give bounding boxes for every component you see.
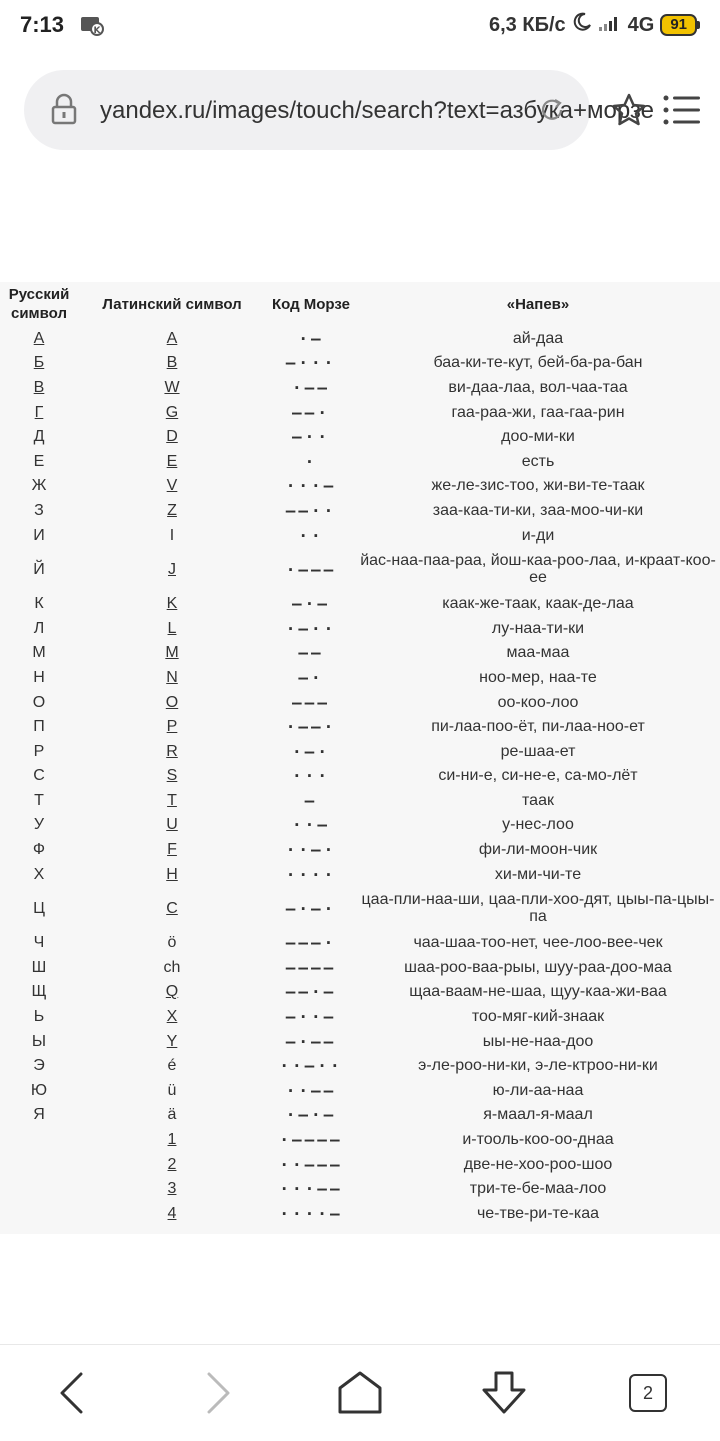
- table-row: [0, 326, 720, 351]
- latin-symbol: K: [166, 595, 178, 613]
- table-row: [0, 1004, 720, 1029]
- cell-latin: [78, 739, 266, 764]
- table-row: [0, 739, 720, 764]
- cell-song: пи-лаа-поо-ёт, пи-лаа-ноо-ет: [431, 718, 645, 736]
- cell-song: оо-коо-лоо: [497, 693, 579, 711]
- cell-morse: –·––: [285, 1031, 337, 1051]
- moon-icon: [572, 12, 592, 38]
- table-row: [0, 424, 720, 449]
- cell-russian: [0, 616, 78, 641]
- morse-table: [0, 282, 720, 1226]
- cell-song: и-тооль-коо-оо-днаа: [462, 1131, 614, 1149]
- status-bar: [0, 0, 720, 52]
- cell-latin: [78, 616, 266, 641]
- cell-morse: ––––: [285, 957, 337, 977]
- cell-song: ай-даа: [512, 329, 564, 347]
- russian-symbol: Л: [33, 619, 45, 637]
- latin-symbol: C: [166, 899, 178, 917]
- table-row: [0, 1176, 720, 1201]
- cell-morse: –·–: [292, 594, 330, 614]
- cell-morse: ·––––: [279, 1130, 343, 1150]
- cell-latin: [78, 1004, 266, 1029]
- lock-icon[interactable]: [50, 93, 78, 130]
- table-row: [0, 591, 720, 616]
- cell-song: ю-ли-аа-наа: [492, 1081, 584, 1099]
- cell-morse: ––: [298, 643, 324, 663]
- menu-icon[interactable]: [663, 95, 701, 130]
- table-row: [0, 980, 720, 1005]
- russian-symbol: Р: [33, 742, 45, 760]
- cell-song: две-не-хоо-роо-шоо: [463, 1155, 613, 1173]
- cell-morse: ·––·: [285, 717, 337, 737]
- cell-russian: [0, 980, 78, 1005]
- svg-text:K: K: [93, 26, 101, 36]
- cell-morse: –··: [292, 427, 330, 447]
- cell-latin: [78, 1127, 266, 1152]
- status-time: 7:13: [20, 12, 65, 37]
- cell-russian: [0, 547, 78, 591]
- russian-symbol: Ч: [33, 934, 45, 952]
- cell-russian: [0, 375, 78, 400]
- cell-russian: [0, 837, 78, 862]
- home-icon[interactable]: [332, 1367, 388, 1419]
- cell-morse: ··–: [292, 815, 330, 835]
- russian-symbol: К: [34, 595, 44, 613]
- cell-song: йас-наа-паа-раа, йош-каа-роо-лаа, и-краат-коо-ее: [360, 552, 716, 587]
- cell-russian: [0, 523, 78, 548]
- russian-symbol: Х: [33, 865, 45, 883]
- cell-latin: [78, 837, 266, 862]
- latin-symbol: O: [165, 693, 179, 711]
- cell-song: таак: [522, 791, 554, 809]
- latin-symbol: M: [165, 644, 179, 662]
- cell-russian: [0, 449, 78, 474]
- russian-symbol: П: [33, 718, 45, 736]
- cell-morse: ·–·–: [285, 1105, 337, 1125]
- table-row: [0, 547, 720, 591]
- cell-russian: [0, 1029, 78, 1054]
- cell-latin: [78, 1103, 266, 1128]
- cell-song: фи-ли-моон-чик: [478, 841, 598, 859]
- cell-russian: [0, 1176, 78, 1201]
- cell-latin: [78, 1152, 266, 1177]
- cell-latin: [78, 424, 266, 449]
- cell-song: си-ни-е, си-не-е, са-мо-лёт: [438, 767, 638, 785]
- cell-song: щаа-ваам-не-шаа, щуу-каа-жи-ваа: [409, 983, 667, 1001]
- cell-song: маа-маа: [506, 644, 570, 662]
- network-speed: 6,3 КБ/с: [489, 13, 566, 36]
- cell-morse: ·–: [298, 328, 324, 348]
- table-row: [0, 837, 720, 862]
- cell-song: ноо-мер, наа-те: [479, 668, 597, 686]
- forward-icon[interactable]: [190, 1367, 246, 1419]
- latin-symbol: Q: [165, 983, 179, 1001]
- table-row: [0, 1029, 720, 1054]
- russian-symbol: Г: [34, 403, 44, 421]
- reload-icon[interactable]: [538, 96, 566, 129]
- cell-russian: [0, 326, 78, 351]
- russian-symbol: 4: [167, 1204, 177, 1222]
- latin-symbol: I: [169, 526, 175, 544]
- cell-song: шаа-роо-ваа-рыы, шуу-раа-доо-маа: [404, 958, 672, 976]
- latin-symbol: S: [166, 767, 178, 785]
- cell-latin: [78, 930, 266, 955]
- cell-morse: ––··: [285, 500, 337, 520]
- cell-song: есть: [521, 452, 555, 470]
- cell-song: баа-ки-те-кут, бей-ба-ра-бан: [433, 354, 643, 372]
- cell-morse: –––·: [285, 933, 337, 953]
- cell-russian: [0, 739, 78, 764]
- table-row: [0, 955, 720, 980]
- cell-latin: [78, 351, 266, 376]
- back-icon[interactable]: [44, 1367, 100, 1419]
- cell-russian: [0, 351, 78, 376]
- morse-table-image[interactable]: [0, 282, 720, 1234]
- cell-latin: [78, 788, 266, 813]
- latin-symbol: E: [166, 452, 178, 470]
- cell-morse: ·–––: [285, 559, 337, 579]
- download-icon[interactable]: [476, 1367, 532, 1419]
- cell-russian: [0, 955, 78, 980]
- table-row: [0, 690, 720, 715]
- table-row: [0, 400, 720, 425]
- cell-latin: [78, 375, 266, 400]
- battery-level: 91: [660, 14, 697, 36]
- latin-symbol: D: [166, 428, 178, 446]
- cell-song: лу-наа-ти-ки: [491, 619, 585, 637]
- tabs-button[interactable]: [620, 1367, 676, 1419]
- russian-symbol: Ы: [31, 1032, 47, 1050]
- table-row: [0, 351, 720, 376]
- latin-symbol: ü: [167, 1081, 177, 1099]
- cell-russian: [0, 930, 78, 955]
- russian-symbol: В: [33, 378, 45, 396]
- cell-russian: [0, 788, 78, 813]
- cell-russian: [0, 1078, 78, 1103]
- cell-morse: ···–: [285, 476, 337, 496]
- table-row: [0, 813, 720, 838]
- latin-symbol: N: [166, 668, 178, 686]
- table-row: [0, 665, 720, 690]
- latin-symbol: ä: [167, 1106, 177, 1124]
- cell-russian: [0, 665, 78, 690]
- cell-song: заа-каа-ти-ки, заа-моо-чи-ки: [432, 501, 644, 519]
- russian-symbol: М: [32, 644, 46, 662]
- cell-russian: [0, 690, 78, 715]
- table-row: [0, 498, 720, 523]
- signal-icon: [598, 13, 622, 37]
- russian-symbol: Й: [33, 560, 45, 578]
- cell-latin: [78, 449, 266, 474]
- cell-morse: ····–: [279, 1203, 343, 1223]
- cell-morse: ––·: [292, 402, 330, 422]
- cell-song: же-ле-зис-тоо, жи-ви-те-таак: [431, 477, 645, 495]
- table-row: [0, 1078, 720, 1103]
- cell-song: я-маал-я-маал: [483, 1106, 593, 1124]
- cell-russian: [0, 764, 78, 789]
- table-row: [0, 886, 720, 930]
- cell-latin: [78, 474, 266, 499]
- cell-latin: [78, 690, 266, 715]
- cell-russian: [0, 813, 78, 838]
- cell-song: доо-ми-ки: [501, 428, 575, 446]
- russian-symbol: Н: [33, 668, 45, 686]
- cell-morse: –·–·: [285, 898, 337, 918]
- cell-russian: [0, 1053, 78, 1078]
- cell-morse: ·: [304, 451, 318, 471]
- russian-symbol: 1: [167, 1131, 177, 1149]
- bottom-nav: [0, 1344, 720, 1441]
- url-text[interactable]: yandex.ru/images/touch/search?text=азбука+морзе: [100, 97, 654, 124]
- russian-symbol: Э: [33, 1057, 45, 1075]
- russian-symbol: 2: [167, 1155, 177, 1173]
- cell-latin: [78, 1078, 266, 1103]
- cell-morse: ···––: [279, 1179, 343, 1199]
- latin-symbol: V: [166, 477, 178, 495]
- table-header: [0, 282, 720, 326]
- russian-symbol: Б: [33, 354, 45, 372]
- cell-morse: ·–·: [292, 741, 330, 761]
- table-row: [0, 641, 720, 666]
- cell-latin: [78, 1029, 266, 1054]
- russian-symbol: Ц: [33, 899, 45, 917]
- cell-morse: –––: [292, 692, 330, 712]
- table-row: [0, 1201, 720, 1226]
- russian-symbol: Е: [33, 452, 45, 470]
- table-row: [0, 474, 720, 499]
- address-bar[interactable]: [24, 70, 654, 150]
- latin-symbol: T: [167, 791, 177, 809]
- cell-morse: –: [304, 790, 318, 810]
- table-row: [0, 523, 720, 548]
- cell-latin: [78, 547, 266, 591]
- cell-song: и-ди: [521, 526, 555, 544]
- russian-symbol: З: [34, 501, 44, 519]
- cell-latin: [78, 1201, 266, 1226]
- table-row: [0, 714, 720, 739]
- header-morse: Код Морзе: [271, 295, 351, 313]
- cell-russian: [0, 1103, 78, 1128]
- tabs-count: 2: [629, 1374, 667, 1412]
- cell-song: у-нес-лоо: [502, 816, 574, 834]
- notification-icon: [80, 14, 104, 41]
- latin-symbol: é: [167, 1057, 177, 1075]
- cell-latin: [78, 714, 266, 739]
- cell-russian: [0, 641, 78, 666]
- table-row: [0, 764, 720, 789]
- latin-symbol: ch: [163, 958, 181, 976]
- cell-russian: [0, 400, 78, 425]
- cell-morse: –·: [298, 667, 324, 687]
- table-row: [0, 375, 720, 400]
- table-row: [0, 1103, 720, 1128]
- latin-symbol: G: [165, 403, 179, 421]
- cell-russian: [0, 424, 78, 449]
- cell-morse: ·––: [292, 377, 330, 397]
- header-song: «Напев»: [506, 295, 570, 313]
- cell-latin: [78, 813, 266, 838]
- cell-russian: [0, 591, 78, 616]
- cell-latin: [78, 1176, 266, 1201]
- cell-morse: ····: [285, 864, 337, 884]
- cell-latin: [78, 591, 266, 616]
- cell-russian: [0, 886, 78, 930]
- cell-russian: [0, 474, 78, 499]
- cell-russian: [0, 714, 78, 739]
- cell-russian: [0, 862, 78, 887]
- cell-latin: [78, 862, 266, 887]
- latin-symbol: L: [167, 619, 177, 637]
- cell-latin: [78, 326, 266, 351]
- latin-symbol: A: [166, 329, 178, 347]
- cell-latin: [78, 886, 266, 930]
- cell-russian: [0, 1127, 78, 1152]
- cell-latin: [78, 665, 266, 690]
- russian-symbol: И: [33, 526, 45, 544]
- table-row: [0, 930, 720, 955]
- cell-latin: [78, 641, 266, 666]
- table-row: [0, 788, 720, 813]
- russian-symbol: О: [32, 693, 46, 711]
- cell-latin: [78, 764, 266, 789]
- table-row: [0, 616, 720, 641]
- cell-song: хи-ми-чи-те: [494, 865, 582, 883]
- header-latin: Латинский символ: [102, 295, 242, 313]
- cell-latin: [78, 955, 266, 980]
- cell-russian: [0, 498, 78, 523]
- cell-latin: [78, 523, 266, 548]
- cell-song: че-тве-ри-те-каа: [476, 1204, 600, 1222]
- russian-symbol: С: [33, 767, 45, 785]
- cell-song: ыы-не-наа-доо: [482, 1032, 594, 1050]
- network-type: 4G: [627, 13, 655, 36]
- latin-symbol: Z: [167, 501, 177, 519]
- russian-symbol: Д: [33, 428, 45, 446]
- cell-morse: ·–··: [285, 618, 337, 638]
- cell-morse: ··–·: [285, 840, 337, 860]
- cell-morse: –···: [285, 353, 337, 373]
- cell-russian: [0, 1004, 78, 1029]
- cell-song: э-ле-роо-ни-ки, э-ле-ктроо-ни-ки: [418, 1057, 658, 1075]
- russian-symbol: Ж: [31, 477, 47, 495]
- cell-latin: [78, 1053, 266, 1078]
- russian-symbol: У: [33, 816, 45, 834]
- table-row: [0, 449, 720, 474]
- latin-symbol: U: [166, 816, 178, 834]
- cell-song: тоо-мяг-кий-знаак: [471, 1008, 605, 1026]
- latin-symbol: J: [168, 560, 176, 578]
- latin-symbol: F: [167, 841, 177, 859]
- star-icon[interactable]: [611, 92, 647, 133]
- cell-song: три-те-бе-маа-лоо: [469, 1180, 607, 1198]
- cell-russian: [0, 1201, 78, 1226]
- latin-symbol: R: [166, 742, 178, 760]
- cell-morse: ··––: [285, 1080, 337, 1100]
- cell-song: ре-шаа-ет: [500, 742, 576, 760]
- table-row: [0, 862, 720, 887]
- latin-symbol: Y: [166, 1032, 178, 1050]
- russian-symbol: А: [33, 329, 45, 347]
- cell-song: гаа-раа-жи, гаа-гаа-рин: [451, 403, 625, 421]
- cell-morse: ··–––: [279, 1154, 343, 1174]
- russian-symbol: Ф: [32, 841, 46, 859]
- russian-symbol: Щ: [31, 983, 47, 1001]
- latin-symbol: X: [166, 1008, 178, 1026]
- cell-latin: [78, 498, 266, 523]
- russian-symbol: Ь: [33, 1008, 45, 1026]
- russian-symbol: 3: [167, 1180, 177, 1198]
- cell-morse: ···: [292, 766, 330, 786]
- table-body: [0, 326, 720, 1226]
- table-row: [0, 1053, 720, 1078]
- russian-symbol: Т: [34, 791, 44, 809]
- latin-symbol: ö: [167, 934, 177, 952]
- table-row: [0, 1152, 720, 1177]
- header-russian: Русский символ: [8, 286, 70, 322]
- latin-symbol: P: [166, 718, 178, 736]
- cell-morse: ··: [298, 525, 324, 545]
- cell-latin: [78, 980, 266, 1005]
- latin-symbol: W: [164, 378, 180, 396]
- russian-symbol: Ш: [31, 958, 47, 976]
- cell-song: чаа-шаа-тоо-нет, чее-лоо-вее-чек: [413, 934, 663, 952]
- russian-symbol: Я: [33, 1106, 45, 1124]
- cell-russian: [0, 1152, 78, 1177]
- cell-song: каак-же-таак, каак-де-лаа: [442, 595, 634, 613]
- cell-latin: [78, 400, 266, 425]
- table-row: [0, 1127, 720, 1152]
- latin-symbol: H: [166, 865, 178, 883]
- status-indicators: [489, 12, 700, 38]
- cell-morse: –··–: [285, 1007, 337, 1027]
- cell-morse: ··–··: [279, 1056, 343, 1076]
- battery-icon: [660, 14, 700, 36]
- cell-morse: ––·–: [285, 982, 337, 1002]
- cell-song: ви-даа-лаа, вол-чаа-таа: [448, 378, 628, 396]
- russian-symbol: Ю: [30, 1081, 48, 1099]
- latin-symbol: B: [166, 354, 178, 372]
- cell-song: цаа-пли-наа-ши, цаа-пли-хоо-дят, цыы-па-цыы-па: [361, 891, 715, 926]
